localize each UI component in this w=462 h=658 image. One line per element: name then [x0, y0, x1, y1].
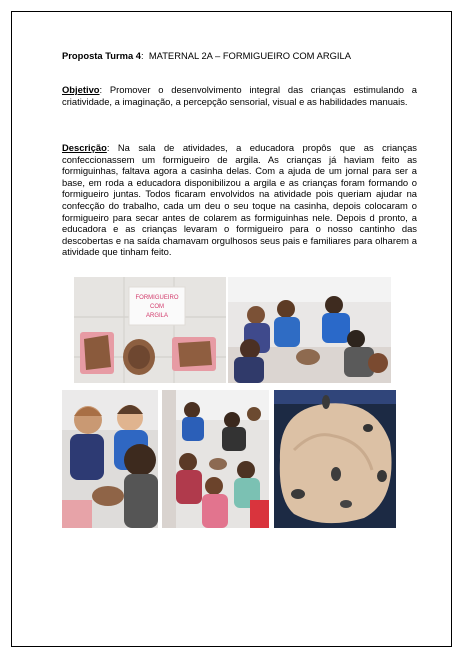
photo-children-circle [228, 277, 391, 383]
sign-line-1: FORMIGUEIRO [135, 295, 179, 301]
photo-children-closeup [62, 390, 158, 528]
description-text: : Na sala de atividades, a educadora propôs que as crianças confeccionassem um formigueiro de argila. As crianças já haviam feito as formiguinhas, faltava agora a casinha delas. Com a ajuda de um jornal para ser a base, em roda a educadora disponibilizou a argila e as crianças foram formando o formigueiro juntas. Todos ficaram envolvidos na atividade pois queriam ajudar na confecção do trabalho, cada um deu o seu toque na casinha, depois colocaram o formigueiro para secar antes de colarem as formiguinhas nele. Depois d pronto, a educadora e as crianças levaram o formigueiro para o nosso cantinho das descobertas e na saída chamavam orgulhosos seus pais e familiares para olharem a atividade que tinham feito. [62, 142, 417, 258]
sign-line-3: ARGILA [145, 313, 169, 319]
photo-clay-pieces [74, 277, 226, 383]
photo-finished-anthill [274, 390, 396, 528]
objective-text: : Promover o desenvolvimento integral das crianças estimulando a criatividade, a imaginação, a percepção sensorial, visual e as habilidades manuais. [62, 84, 417, 107]
title-prefix: Proposta Turma 4 [62, 50, 142, 61]
sign-line-2: COM [150, 304, 164, 310]
objective-label: Objetivo [62, 84, 100, 95]
photo-children-floor [162, 390, 269, 528]
description-paragraph [62, 142, 417, 258]
title-rest: MATERNAL 2A – FORMIGUEIRO COM ARGILA [148, 50, 351, 61]
document-page [11, 11, 452, 647]
page-title [62, 50, 417, 62]
description-label: Descrição [62, 142, 107, 153]
title-separator: : [141, 50, 144, 61]
objective-paragraph [62, 84, 417, 107]
